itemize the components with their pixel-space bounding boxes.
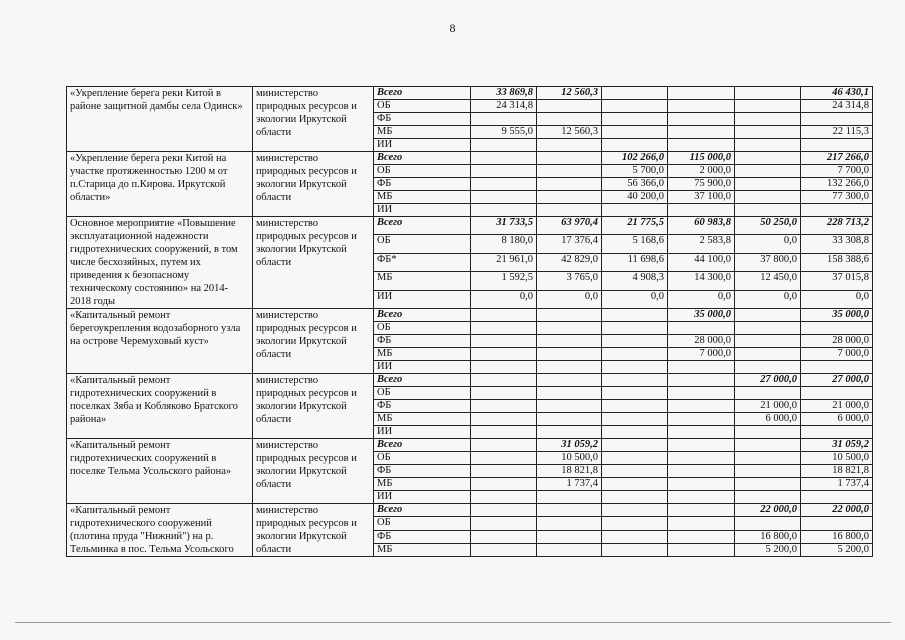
amount-cell [735, 335, 801, 348]
total-amount-cell: 217 266,0 [801, 152, 873, 165]
measure-name-cell: «Укрепление берега реки Китой в районе защитной дамбы села Одинск» [67, 87, 253, 152]
amount-cell [735, 204, 801, 217]
total-amount-cell: 77 300,0 [801, 191, 873, 204]
amount-cell: 22 000,0 [735, 504, 801, 517]
executor-cell: министерство природных ресурсов и экологии Иркутской области [253, 309, 374, 374]
amount-cell [602, 504, 668, 517]
budget-table [66, 86, 873, 557]
funding-source-cell: ИИ [374, 290, 471, 308]
amount-cell: 21 000,0 [735, 400, 801, 413]
funding-source-cell: Всего [374, 309, 471, 322]
amount-cell [735, 361, 801, 374]
amount-cell [471, 452, 537, 465]
amount-cell: 0,0 [668, 290, 735, 308]
page-number: 8 [449, 21, 456, 35]
amount-cell [537, 191, 602, 204]
total-amount-cell: 16 800,0 [801, 530, 873, 543]
amount-cell [471, 517, 537, 530]
funding-source-cell: ФБ* [374, 253, 471, 271]
amount-cell: 10 500,0 [537, 452, 602, 465]
table-row [67, 309, 873, 322]
amount-cell [602, 530, 668, 543]
amount-cell [471, 543, 537, 556]
amount-cell [735, 491, 801, 504]
amount-cell [668, 126, 735, 139]
amount-cell: 1 737,4 [537, 478, 602, 491]
amount-cell: 12 560,3 [537, 126, 602, 139]
amount-cell [537, 113, 602, 126]
total-amount-cell [801, 491, 873, 504]
amount-cell [735, 113, 801, 126]
amount-cell: 0,0 [537, 290, 602, 308]
amount-cell [668, 517, 735, 530]
amount-cell: 21 775,5 [602, 217, 668, 235]
amount-cell: 42 829,0 [537, 253, 602, 271]
total-amount-cell: 28 000,0 [801, 335, 873, 348]
total-amount-cell [801, 139, 873, 152]
amount-cell [471, 178, 537, 191]
amount-cell [471, 309, 537, 322]
funding-source-cell: ИИ [374, 139, 471, 152]
total-amount-cell: 10 500,0 [801, 452, 873, 465]
amount-cell: 12 560,3 [537, 87, 602, 100]
amount-cell: 44 100,0 [668, 253, 735, 271]
amount-cell [537, 322, 602, 335]
amount-cell [602, 400, 668, 413]
funding-source-cell: ИИ [374, 204, 471, 217]
amount-cell [602, 387, 668, 400]
funding-source-cell: ФБ [374, 465, 471, 478]
amount-cell: 14 300,0 [668, 272, 735, 290]
amount-cell: 115 000,0 [668, 152, 735, 165]
scan-border-line [15, 622, 891, 623]
amount-cell [735, 465, 801, 478]
amount-cell: 75 900,0 [668, 178, 735, 191]
amount-cell [537, 178, 602, 191]
amount-cell [735, 165, 801, 178]
amount-cell: 37 800,0 [735, 253, 801, 271]
amount-cell [668, 204, 735, 217]
funding-source-cell: ИИ [374, 491, 471, 504]
amount-cell [668, 543, 735, 556]
amount-cell [668, 491, 735, 504]
amount-cell: 31 733,5 [471, 217, 537, 235]
amount-cell: 27 000,0 [735, 374, 801, 387]
amount-cell [735, 178, 801, 191]
measure-name-cell: Основное мероприятие «Повышение эксплуатационной надежности гидротехнических сооружений, в том числе бесхозяйных, путем их приведения к безопасному техническому состоянию» на 2014-2018 годы [67, 217, 253, 309]
amount-cell [735, 87, 801, 100]
amount-cell [735, 126, 801, 139]
funding-source-cell: МБ [374, 543, 471, 556]
total-amount-cell: 7 700,0 [801, 165, 873, 178]
amount-cell [735, 191, 801, 204]
amount-cell: 21 961,0 [471, 253, 537, 271]
amount-cell [602, 309, 668, 322]
amount-cell: 24 314,8 [471, 100, 537, 113]
amount-cell [602, 543, 668, 556]
amount-cell [471, 400, 537, 413]
table-row [67, 374, 873, 387]
amount-cell [602, 204, 668, 217]
measure-name-cell: «Капитальный ремонт берегоукрепления водозаборного узла на острове Черемуховый куст» [67, 309, 253, 374]
amount-cell: 1 592,5 [471, 272, 537, 290]
executor-cell: министерство природных ресурсов и экологии Иркутской области [253, 374, 374, 439]
amount-cell [735, 517, 801, 530]
amount-cell [668, 465, 735, 478]
amount-cell [537, 348, 602, 361]
amount-cell: 18 821,8 [537, 465, 602, 478]
amount-cell: 2 000,0 [668, 165, 735, 178]
amount-cell [602, 87, 668, 100]
amount-cell [668, 87, 735, 100]
amount-cell [537, 543, 602, 556]
amount-cell [602, 465, 668, 478]
amount-cell [668, 361, 735, 374]
amount-cell [735, 387, 801, 400]
amount-cell [602, 452, 668, 465]
amount-cell: 50 250,0 [735, 217, 801, 235]
amount-cell [537, 204, 602, 217]
total-amount-cell: 18 821,8 [801, 465, 873, 478]
total-amount-cell: 33 308,8 [801, 235, 873, 253]
amount-cell [668, 139, 735, 152]
amount-cell [537, 361, 602, 374]
funding-source-cell: ОБ [374, 387, 471, 400]
table-row [67, 504, 873, 517]
funding-source-cell: ФБ [374, 113, 471, 126]
table-row [67, 87, 873, 100]
amount-cell [471, 478, 537, 491]
amount-cell [668, 374, 735, 387]
amount-cell [602, 374, 668, 387]
executor-cell: министерство природных ресурсов и экологии Иркутской области [253, 439, 374, 504]
amount-cell: 33 869,8 [471, 87, 537, 100]
amount-cell [537, 491, 602, 504]
amount-cell [537, 152, 602, 165]
amount-cell [668, 413, 735, 426]
total-amount-cell [801, 204, 873, 217]
amount-cell [602, 139, 668, 152]
amount-cell [735, 152, 801, 165]
total-amount-cell [801, 517, 873, 530]
amount-cell [668, 426, 735, 439]
funding-source-cell: Всего [374, 87, 471, 100]
funding-source-cell: ОБ [374, 322, 471, 335]
amount-cell [735, 426, 801, 439]
amount-cell [537, 139, 602, 152]
measure-name-cell: «Капитальный ремонт гидротехнического сооружений (плотина пруда "Нижний") на р. Тельминка в пос. Тельма Усольского [67, 504, 253, 557]
amount-cell [471, 530, 537, 543]
funding-source-cell: Всего [374, 504, 471, 517]
funding-source-cell: ОБ [374, 165, 471, 178]
amount-cell [537, 504, 602, 517]
amount-cell [602, 439, 668, 452]
amount-cell [735, 309, 801, 322]
amount-cell [471, 504, 537, 517]
measure-name-cell: «Укрепление берега реки Китой на участке протяженностью 1200 м от п.Старица до п.Кирова. Иркутской области» [67, 152, 253, 217]
total-amount-cell: 31 059,2 [801, 439, 873, 452]
total-amount-cell [801, 113, 873, 126]
amount-cell [471, 387, 537, 400]
amount-cell [668, 322, 735, 335]
amount-cell [602, 113, 668, 126]
amount-cell [537, 530, 602, 543]
amount-cell [602, 478, 668, 491]
amount-cell: 0,0 [602, 290, 668, 308]
amount-cell [602, 348, 668, 361]
amount-cell [471, 374, 537, 387]
funding-source-cell: Всего [374, 439, 471, 452]
total-amount-cell: 46 430,1 [801, 87, 873, 100]
amount-cell: 35 000,0 [668, 309, 735, 322]
amount-cell [537, 309, 602, 322]
total-amount-cell [801, 322, 873, 335]
funding-source-cell: Всего [374, 152, 471, 165]
amount-cell [602, 517, 668, 530]
amount-cell [471, 439, 537, 452]
total-amount-cell: 27 000,0 [801, 374, 873, 387]
amount-cell: 11 698,6 [602, 253, 668, 271]
total-amount-cell: 6 000,0 [801, 413, 873, 426]
total-amount-cell: 22 115,3 [801, 126, 873, 139]
amount-cell [471, 165, 537, 178]
total-amount-cell: 158 388,6 [801, 253, 873, 271]
amount-cell [471, 335, 537, 348]
amount-cell [471, 113, 537, 126]
amount-cell [668, 478, 735, 491]
amount-cell [471, 139, 537, 152]
amount-cell: 4 908,3 [602, 272, 668, 290]
funding-source-cell: ОБ [374, 452, 471, 465]
total-amount-cell [801, 361, 873, 374]
total-amount-cell: 132 266,0 [801, 178, 873, 191]
table-row [67, 217, 873, 235]
amount-cell: 8 180,0 [471, 235, 537, 253]
amount-cell [735, 348, 801, 361]
total-amount-cell: 35 000,0 [801, 309, 873, 322]
total-amount-cell: 228 713,2 [801, 217, 873, 235]
amount-cell [471, 491, 537, 504]
amount-cell [471, 361, 537, 374]
funding-source-cell: МБ [374, 348, 471, 361]
amount-cell: 31 059,2 [537, 439, 602, 452]
funding-source-cell: ОБ [374, 100, 471, 113]
amount-cell [537, 387, 602, 400]
amount-cell [602, 426, 668, 439]
amount-cell [471, 322, 537, 335]
total-amount-cell: 5 200,0 [801, 543, 873, 556]
total-amount-cell: 21 000,0 [801, 400, 873, 413]
amount-cell [537, 426, 602, 439]
amount-cell: 60 983,8 [668, 217, 735, 235]
total-amount-cell: 37 015,8 [801, 272, 873, 290]
amount-cell [537, 400, 602, 413]
total-amount-cell [801, 426, 873, 439]
amount-cell [537, 517, 602, 530]
executor-cell: министерство природных ресурсов и экологии Иркутской области [253, 217, 374, 309]
amount-cell: 7 000,0 [668, 348, 735, 361]
amount-cell [471, 426, 537, 439]
funding-source-cell: ФБ [374, 400, 471, 413]
amount-cell [537, 413, 602, 426]
amount-cell [668, 387, 735, 400]
amount-cell: 56 366,0 [602, 178, 668, 191]
funding-source-cell: ФБ [374, 335, 471, 348]
amount-cell [471, 204, 537, 217]
funding-source-cell: ОБ [374, 235, 471, 253]
amount-cell [735, 139, 801, 152]
amount-cell: 17 376,4 [537, 235, 602, 253]
total-amount-cell: 1 737,4 [801, 478, 873, 491]
amount-cell [668, 452, 735, 465]
amount-cell [602, 491, 668, 504]
amount-cell [735, 452, 801, 465]
amount-cell: 5 700,0 [602, 165, 668, 178]
amount-cell [537, 165, 602, 178]
total-amount-cell: 22 000,0 [801, 504, 873, 517]
amount-cell [668, 504, 735, 517]
amount-cell: 5 168,6 [602, 235, 668, 253]
total-amount-cell: 7 000,0 [801, 348, 873, 361]
amount-cell: 3 765,0 [537, 272, 602, 290]
amount-cell [735, 478, 801, 491]
table-row [67, 152, 873, 165]
amount-cell [735, 439, 801, 452]
amount-cell [471, 413, 537, 426]
amount-cell [602, 335, 668, 348]
amount-cell [602, 413, 668, 426]
amount-cell [735, 100, 801, 113]
amount-cell: 2 583,8 [668, 235, 735, 253]
amount-cell [735, 322, 801, 335]
amount-cell [668, 113, 735, 126]
funding-source-cell: МБ [374, 272, 471, 290]
executor-cell: министерство природных ресурсов и экологии Иркутской области [253, 504, 374, 557]
funding-source-cell: МБ [374, 413, 471, 426]
amount-cell: 40 200,0 [602, 191, 668, 204]
amount-cell: 5 200,0 [735, 543, 801, 556]
amount-cell [602, 100, 668, 113]
amount-cell [668, 400, 735, 413]
amount-cell: 28 000,0 [668, 335, 735, 348]
executor-cell: министерство природных ресурсов и экологии Иркутской области [253, 152, 374, 217]
funding-source-cell: ИИ [374, 361, 471, 374]
amount-cell [471, 465, 537, 478]
amount-cell: 0,0 [735, 235, 801, 253]
amount-cell: 9 555,0 [471, 126, 537, 139]
amount-cell: 37 100,0 [668, 191, 735, 204]
amount-cell: 102 266,0 [602, 152, 668, 165]
funding-source-cell: ФБ [374, 530, 471, 543]
total-amount-cell [801, 387, 873, 400]
amount-cell [537, 374, 602, 387]
funding-source-cell: ИИ [374, 426, 471, 439]
funding-source-cell: МБ [374, 478, 471, 491]
funding-source-cell: ОБ [374, 517, 471, 530]
amount-cell [602, 322, 668, 335]
amount-cell: 16 800,0 [735, 530, 801, 543]
funding-source-cell: Всего [374, 374, 471, 387]
amount-cell [668, 439, 735, 452]
amount-cell: 6 000,0 [735, 413, 801, 426]
amount-cell [471, 348, 537, 361]
funding-source-cell: МБ [374, 191, 471, 204]
total-amount-cell: 24 314,8 [801, 100, 873, 113]
amount-cell [537, 335, 602, 348]
amount-cell: 0,0 [735, 290, 801, 308]
measure-name-cell: «Капитальный ремонт гидротехнических сооружений в поселке Тельма Усольского района» [67, 439, 253, 504]
amount-cell [537, 100, 602, 113]
amount-cell: 12 450,0 [735, 272, 801, 290]
funding-source-cell: ФБ [374, 178, 471, 191]
total-amount-cell: 0,0 [801, 290, 873, 308]
amount-cell [471, 152, 537, 165]
amount-cell: 0,0 [471, 290, 537, 308]
funding-source-cell: МБ [374, 126, 471, 139]
amount-cell [668, 100, 735, 113]
measure-name-cell: «Капитальный ремонт гидротехнических сооружений в поселках Зяба и Кобляково Братского района» [67, 374, 253, 439]
amount-cell [668, 530, 735, 543]
funding-source-cell: Всего [374, 217, 471, 235]
table-row [67, 439, 873, 452]
amount-cell [602, 361, 668, 374]
amount-cell: 63 970,4 [537, 217, 602, 235]
amount-cell [602, 126, 668, 139]
executor-cell: министерство природных ресурсов и экологии Иркутской области [253, 87, 374, 152]
amount-cell [471, 191, 537, 204]
